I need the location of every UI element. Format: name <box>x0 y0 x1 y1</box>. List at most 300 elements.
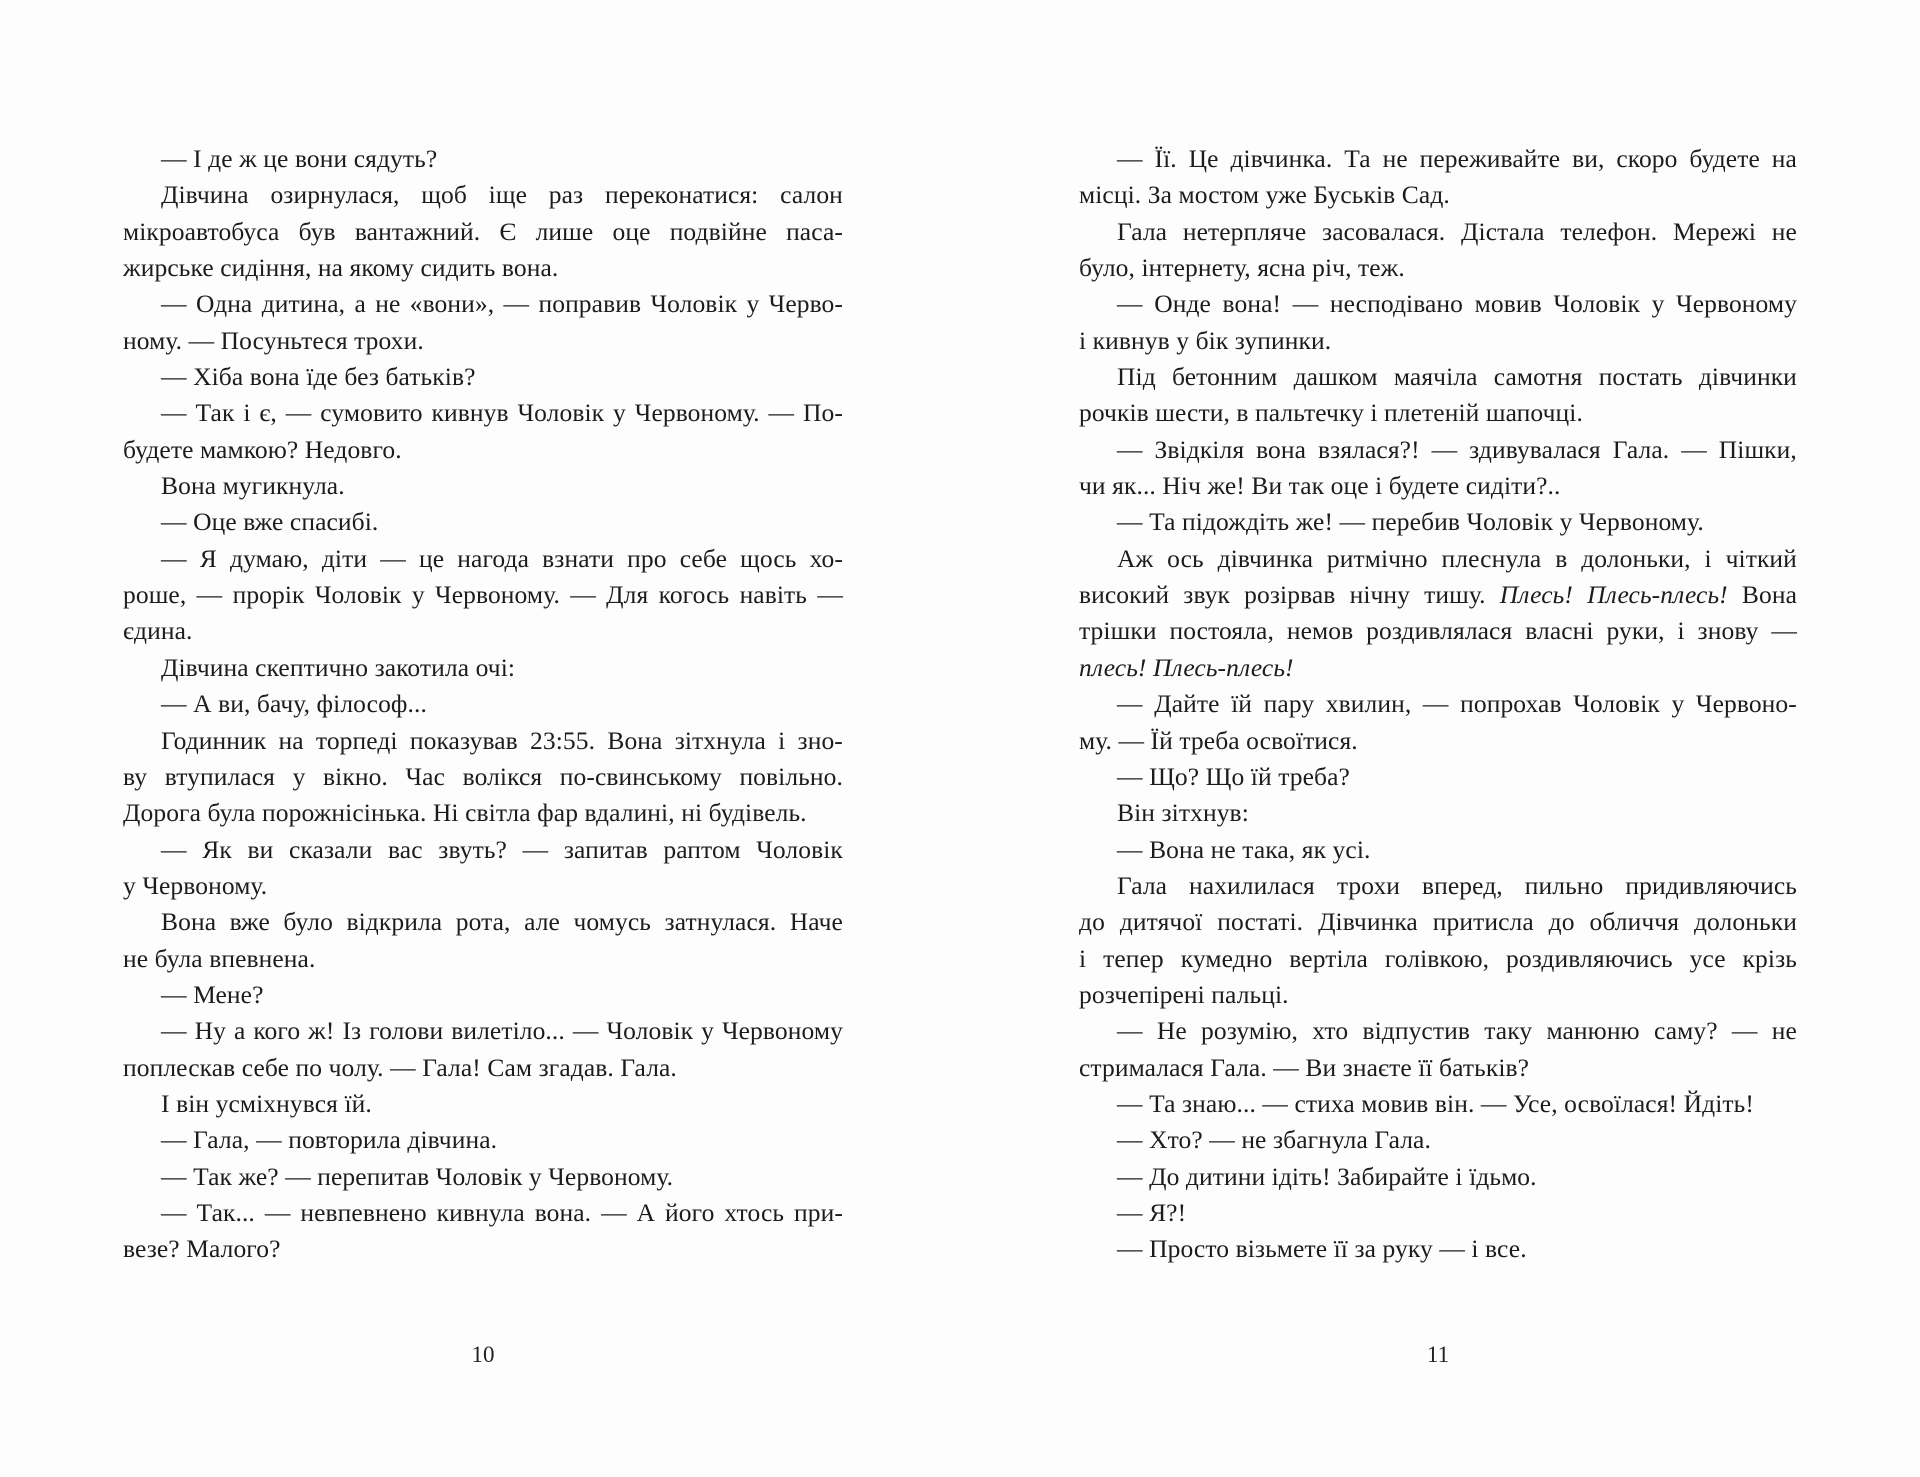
word: салон <box>780 180 843 210</box>
word: Для <box>606 580 649 610</box>
word: — <box>1681 434 1707 464</box>
word: роше, <box>123 580 187 610</box>
word: вертіла <box>1289 943 1368 973</box>
word: — <box>572 1016 599 1046</box>
text-line <box>1079 977 1797 1013</box>
word: — <box>1117 144 1143 173</box>
word: хтось <box>724 1197 785 1227</box>
text-segment: жирське сидіння, на якому сидить вона. <box>123 253 559 283</box>
word: придивляючись <box>1625 870 1797 900</box>
text-line <box>123 832 843 868</box>
text-line <box>1079 468 1797 504</box>
word: не <box>1382 144 1408 173</box>
word: Мережі <box>1673 216 1757 246</box>
word: попрохав <box>1460 689 1562 719</box>
word: подвійне <box>669 216 767 246</box>
word: дитячої <box>1119 907 1203 937</box>
text-segment: — Хіба вона їде без батьків? <box>161 362 476 392</box>
text-segment: Він зітхнув: <box>1117 798 1249 828</box>
word: у <box>1671 689 1685 719</box>
word: — <box>196 580 223 610</box>
text-line <box>123 359 843 395</box>
word: знову <box>1697 616 1759 646</box>
word: Є <box>499 216 517 246</box>
text-line <box>123 868 843 904</box>
text-segment: розчепірені пальці. <box>1079 979 1289 1009</box>
word: переживайте <box>1419 144 1561 173</box>
text-line <box>1079 941 1797 977</box>
text-segment: везе? Малого? <box>123 1234 281 1264</box>
word: а <box>233 1016 246 1046</box>
word: Червоному. <box>435 580 560 610</box>
word: себе <box>679 543 727 573</box>
word: таку <box>1484 1016 1533 1046</box>
word: Чоловік <box>1573 689 1660 719</box>
word: дашком <box>1293 362 1378 392</box>
word: несподівано <box>1329 289 1464 319</box>
word: — <box>1431 434 1458 464</box>
text-line <box>123 323 843 359</box>
text-segment: не була впевнена. <box>123 943 316 973</box>
word: здивувалася <box>1469 434 1601 464</box>
text-line <box>1079 723 1797 759</box>
text-segment: і кивнув у бік зупинки. <box>1079 325 1332 355</box>
word: волікся <box>462 761 543 791</box>
text-line <box>1079 214 1797 250</box>
text-line <box>1079 795 1797 831</box>
text-block <box>123 141 843 1268</box>
word: Чоловік <box>517 398 605 428</box>
word: Гала <box>1117 870 1168 900</box>
word: — <box>1771 616 1797 646</box>
word: — <box>522 834 549 864</box>
word: — <box>161 398 187 428</box>
word: Гала <box>1117 216 1168 246</box>
text-line <box>1079 1013 1797 1049</box>
left-page-text-column <box>123 141 843 1268</box>
word: скоро <box>1616 144 1678 173</box>
word: втупилася <box>164 761 275 791</box>
word: хо- <box>809 543 843 573</box>
word: Червоному <box>721 1016 843 1046</box>
word: але <box>524 907 560 937</box>
word: — <box>817 580 843 610</box>
text-line <box>1079 686 1797 722</box>
word: трішки <box>1079 616 1157 646</box>
word: — <box>1422 689 1449 719</box>
word: будете <box>1689 144 1760 173</box>
word: — <box>570 580 596 610</box>
word: — <box>161 289 187 319</box>
text-line <box>123 395 843 431</box>
word: усе <box>1689 943 1726 973</box>
word: лише <box>535 216 594 246</box>
text-line <box>123 577 843 613</box>
word: сказали <box>289 834 373 864</box>
word: власні <box>1525 616 1594 646</box>
text-segment: — Що? Що їй треба? <box>1117 761 1350 791</box>
word: вперед, <box>1422 870 1503 900</box>
text-line <box>1079 904 1797 940</box>
word: діти <box>321 543 368 573</box>
word: і <box>778 725 786 755</box>
word: не <box>1771 216 1797 246</box>
word: — <box>161 1016 187 1046</box>
word: — <box>264 1197 291 1227</box>
word: Чоловік <box>606 1016 694 1046</box>
word: Я <box>199 543 217 573</box>
text-segment: у Червоному. <box>123 870 268 900</box>
word: бетонним <box>1172 362 1278 392</box>
word: у <box>613 398 626 428</box>
word: в <box>1555 543 1568 573</box>
word: — <box>285 398 312 428</box>
word: — <box>1117 289 1143 319</box>
word: кивнув <box>431 398 509 428</box>
word: взялася?! <box>1318 434 1420 464</box>
word: постаті. <box>1217 907 1304 937</box>
text-segment: — До дитини ідіть! Забирайте і їдьмо. <box>1117 1161 1537 1191</box>
text-line <box>1079 1122 1797 1158</box>
text-line <box>1079 1231 1797 1267</box>
word: оце <box>612 216 651 246</box>
text-line <box>123 723 843 759</box>
word: тепер <box>1103 943 1164 973</box>
page-number-right: 11 <box>1426 1342 1450 1367</box>
text-line <box>123 613 843 649</box>
word: кого <box>253 1016 301 1046</box>
word: вас <box>388 834 423 864</box>
word: руки, <box>1606 616 1665 646</box>
word: дівчинка <box>1217 543 1313 573</box>
word: Чоловік <box>756 834 843 864</box>
word: крізь <box>1742 943 1797 973</box>
word: Аж <box>1117 543 1154 573</box>
word: нагода <box>457 543 529 573</box>
text-line <box>123 214 843 250</box>
word: мікроавтобуса <box>123 216 280 246</box>
word: — <box>1117 434 1143 464</box>
word: нетерпляче <box>1182 216 1307 246</box>
right-page-text-column <box>1079 141 1797 1268</box>
text-line <box>123 1050 843 1086</box>
text-segment: єдина. <box>123 616 193 646</box>
word: дівчинки <box>1698 362 1797 392</box>
text-line <box>1079 1050 1797 1086</box>
text-line <box>1079 286 1797 322</box>
text-segment: стрималася Гала. — Ви знаєте її батьків? <box>1079 1052 1530 1082</box>
text-segment: плесь! Плесь-плесь! <box>1079 652 1294 682</box>
text-line <box>1079 141 1797 177</box>
text-segment: Дорога була порожнісінька. Ні світла фар вдалині, ні будівель. <box>123 798 807 828</box>
page-number-left: 10 <box>471 1342 495 1367</box>
word: ву <box>123 761 148 791</box>
word: Чоловік <box>314 580 402 610</box>
text-line <box>123 1122 843 1158</box>
text-line <box>1079 1159 1797 1195</box>
word: притисла <box>1432 907 1534 937</box>
word: його <box>665 1197 715 1227</box>
word: у <box>1651 289 1665 319</box>
word: вилетіло... <box>451 1016 565 1046</box>
word: затнулася. <box>664 907 777 937</box>
word: при- <box>794 1197 843 1227</box>
text-segment: — Оце вже спасибі. <box>161 507 379 537</box>
word: когось <box>658 580 730 610</box>
word: Так... <box>196 1197 255 1227</box>
word: — <box>1117 1016 1143 1046</box>
word: відпустив <box>1362 1016 1470 1046</box>
word: телефон. <box>1560 216 1658 246</box>
text-line <box>123 504 843 540</box>
word: голівкою, <box>1384 943 1490 973</box>
word: Вона <box>607 725 663 755</box>
word: Червоно- <box>1695 689 1797 719</box>
word: паса- <box>786 216 843 246</box>
word: А <box>636 1197 656 1227</box>
word: і <box>1677 616 1685 646</box>
word: запитав <box>563 834 648 864</box>
word: до <box>1079 907 1105 937</box>
word: постояла, <box>1169 616 1274 646</box>
text-line <box>1079 577 1797 613</box>
text-line <box>123 1013 843 1049</box>
text-line <box>1079 359 1797 395</box>
word: тишу. <box>1424 580 1486 610</box>
word: роздивлялася <box>1366 616 1513 646</box>
word: вона <box>1256 434 1307 464</box>
text-segment: — І де ж це вони сядуть? <box>161 144 438 173</box>
word: Чоловік <box>650 289 738 319</box>
word: Пішки, <box>1718 434 1797 464</box>
word: Це <box>1188 144 1219 173</box>
text-segment: — Хто? — не збагнула Гала. <box>1117 1125 1431 1155</box>
text-line <box>123 941 843 977</box>
text-line <box>123 432 843 468</box>
text-line <box>123 1231 843 1267</box>
word: чомусь <box>573 907 652 937</box>
word: — <box>161 543 187 573</box>
word: думаю, <box>230 543 309 573</box>
word: постать <box>1598 362 1683 392</box>
word: не <box>1771 1016 1797 1046</box>
word: є, <box>259 398 277 428</box>
word: поправив <box>538 289 642 319</box>
word: торпеді <box>315 725 398 755</box>
text-line <box>123 650 843 686</box>
word: Звідкіля <box>1154 434 1245 464</box>
text-line <box>123 1159 843 1195</box>
word: саму? <box>1653 1016 1718 1046</box>
text-line <box>1079 832 1797 868</box>
word: По- <box>803 398 843 428</box>
word: Гала. <box>1612 434 1670 464</box>
word: вантажний. <box>354 216 481 246</box>
text-line <box>1079 432 1797 468</box>
word: чіткий <box>1725 543 1797 573</box>
word: нічну <box>1349 580 1411 610</box>
word: хто <box>1312 1016 1349 1046</box>
word: про <box>627 543 667 573</box>
text-line <box>123 541 843 577</box>
word: Дайте <box>1154 689 1220 719</box>
word: по-свинському <box>559 761 722 791</box>
text-segment: — Та знаю... — стиха мовив він. — Усе, освоїлася! Йдіть! <box>1117 1088 1754 1118</box>
word: зно- <box>797 725 843 755</box>
word: повільно. <box>739 761 843 791</box>
word: у <box>292 761 306 791</box>
text-segment: було, інтернету, ясна річ, теж. <box>1079 253 1405 283</box>
word: кумедно <box>1180 943 1273 973</box>
word: у <box>701 1016 714 1046</box>
text-line <box>123 286 843 322</box>
word: прорік <box>232 580 305 610</box>
word: мовив <box>1474 289 1542 319</box>
word: ви <box>247 834 274 864</box>
word: раз <box>548 180 584 210</box>
word: Черво- <box>768 289 843 319</box>
word: Плесь-плесь! <box>1587 580 1728 610</box>
word: Червоному. <box>634 398 760 428</box>
text-line <box>123 250 843 286</box>
text-segment: місці. За мостом уже Буськів Сад. <box>1079 180 1450 210</box>
word: ритмічно <box>1326 543 1428 573</box>
word: вже <box>229 907 270 937</box>
text-line <box>123 1086 843 1122</box>
word: Червоному <box>1676 289 1797 319</box>
word: кивнула <box>436 1197 525 1227</box>
text-line <box>1079 541 1797 577</box>
text-segment: — Так же? — перепитав Чоловік у Червоному. <box>161 1161 674 1191</box>
text-segment: Дівчина скептично закотила очі: <box>161 652 516 682</box>
text-segment: му. — Їй треба освоїтися. <box>1079 725 1358 755</box>
text-line <box>123 1195 843 1231</box>
text-segment: ному. — Посуньтеся трохи. <box>123 325 424 355</box>
word: Онде <box>1154 289 1211 319</box>
word: розумію, <box>1201 1016 1298 1046</box>
word: Із <box>342 1016 362 1046</box>
word: Як <box>202 834 232 864</box>
text-segment: — Я?! <box>1117 1197 1187 1227</box>
word: «вони», <box>409 289 495 319</box>
word: невпевнено <box>300 1197 427 1227</box>
word: розірвав <box>1244 580 1336 610</box>
word: щоб <box>421 180 467 210</box>
word: вона! <box>1222 289 1282 319</box>
word: на <box>1771 144 1797 173</box>
word: пильно <box>1524 870 1604 900</box>
text-segment: чи як... Ніч же! Ви так оце і будете сидіти?.. <box>1079 471 1561 501</box>
word: високий <box>1079 580 1170 610</box>
word: Чоловік <box>1553 289 1641 319</box>
word: Дістала <box>1461 216 1545 246</box>
text-line <box>123 759 843 795</box>
word: Вона <box>1741 580 1797 610</box>
text-segment: — А ви, бачу, філософ... <box>161 689 427 719</box>
text-line <box>1079 177 1797 213</box>
word: і <box>1704 543 1712 573</box>
word: показував <box>409 725 518 755</box>
word: звуть? <box>438 834 507 864</box>
word: взнати <box>542 543 614 573</box>
word: немов <box>1286 616 1354 646</box>
word: зітхнула <box>674 725 766 755</box>
word: — <box>1731 1016 1758 1046</box>
word: звук <box>1183 580 1231 610</box>
word: пару <box>1263 689 1315 719</box>
word: у <box>746 289 760 319</box>
text-line <box>1079 613 1797 649</box>
word: був <box>298 216 336 246</box>
word: до <box>1548 907 1575 937</box>
text-line <box>1079 1195 1797 1231</box>
word: озирнулася, <box>270 180 400 210</box>
word: долоньки, <box>1581 543 1691 573</box>
text-line <box>1079 395 1797 431</box>
word: Плесь! <box>1499 580 1573 610</box>
word: їй <box>1231 689 1253 719</box>
text-segment: — Та підождіть же! — перебив Чоловік у Червоному. <box>1117 507 1704 537</box>
word: ж! <box>308 1016 335 1046</box>
word: переконатися: <box>604 180 759 210</box>
text-line <box>1079 504 1797 540</box>
word: манюню <box>1546 1016 1640 1046</box>
word: дитина, <box>261 289 346 319</box>
text-segment: рочків шести, в пальтечку і плетеній шапочці. <box>1079 398 1583 428</box>
word: навіть <box>739 580 808 610</box>
word: сумовито <box>320 398 423 428</box>
word: Одна <box>195 289 253 319</box>
word: роздивляючись <box>1506 943 1673 973</box>
word: — <box>161 1197 187 1227</box>
text-line <box>123 686 843 722</box>
word: плеснула <box>1441 543 1542 573</box>
word: голови <box>369 1016 444 1046</box>
word: ви, <box>1572 144 1605 173</box>
word: і <box>1079 943 1087 973</box>
text-segment: — Просто візьмете її за руку — і все. <box>1117 1234 1527 1264</box>
text-line <box>1079 1086 1797 1122</box>
text-line <box>1079 323 1797 359</box>
word: рота, <box>455 907 511 937</box>
text-segment: — Мене? <box>161 979 264 1009</box>
word: Так <box>195 398 235 428</box>
word: Вона <box>161 907 217 937</box>
word: Ну <box>194 1016 226 1046</box>
word: на <box>278 725 304 755</box>
text-segment: — Гала, — повторила дівчина. <box>161 1125 498 1155</box>
word: відкрила <box>346 907 443 937</box>
word: Годинник <box>161 725 267 755</box>
word: вікно. <box>323 761 388 791</box>
word: Дівчинка <box>1318 907 1418 937</box>
text-line <box>123 904 843 940</box>
word: щось <box>740 543 797 573</box>
word: це <box>418 543 445 573</box>
word: дівчинка. <box>1230 144 1333 173</box>
text-segment: будете мамкою? Недовго. <box>123 434 402 464</box>
word: нахилилася <box>1189 870 1315 900</box>
word: у <box>411 580 425 610</box>
text-line <box>1079 759 1797 795</box>
word: — <box>1292 289 1319 319</box>
text-line <box>1079 250 1797 286</box>
word: і <box>243 398 251 428</box>
word: Дівчина <box>161 180 249 210</box>
word: — <box>380 543 406 573</box>
word: — <box>601 1197 627 1227</box>
text-line <box>123 977 843 1013</box>
